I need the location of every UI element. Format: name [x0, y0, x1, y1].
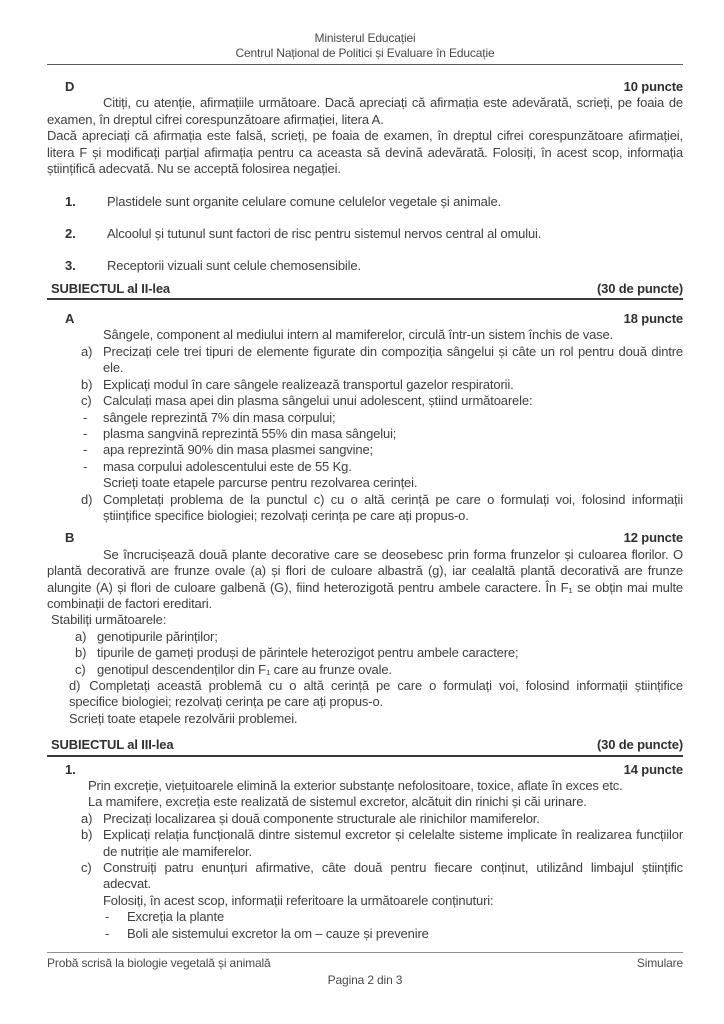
- statement-3-number: 3.: [65, 258, 76, 274]
- section-1-intro-line-2: La mamifere, excreția este realizată de sistemul excretor, alcătuit din rinichi și căi urinare.: [88, 794, 587, 810]
- footer-exam-type: Simulare: [636, 956, 683, 970]
- section-1-item-c-marker: c): [81, 860, 92, 876]
- statement-1-text: Plastidele sunt organite celulare comune celulelor vegetale și animale.: [107, 194, 502, 210]
- section-a-intro: Sângele, component al mediului intern al mamiferelor, circulă într-un sistem închis de vase.: [103, 327, 614, 343]
- subject-3-points: (30 de puncte): [596, 737, 683, 753]
- subject-2-points: (30 de puncte): [596, 280, 683, 296]
- section-1-label: 1.: [65, 761, 76, 777]
- subject-3-title: SUBIECTUL al III-lea: [51, 737, 174, 753]
- footer-exam-name: Probă scrisă la biologie vegetală și animală: [47, 956, 271, 970]
- section-b-item-d-text: Completați această problemă cu o altă cerință pe care o formulați voi, folosind informații științifice specifice biologiei; rezolvați cerința pe care ați propus-o.: [69, 678, 683, 710]
- section-a-dash-2-text: plasma sangvină reprezintă 55% din masa sângelui;: [103, 425, 397, 441]
- statement-1-number: 1.: [65, 194, 76, 210]
- section-a-item-b: [47, 377, 683, 393]
- section-a-dash-1: [47, 410, 683, 426]
- section-a-item-d: [47, 492, 683, 525]
- section-a-dash-3-text: apa reprezintă 90% din masa plasmei sangvine;: [103, 442, 374, 458]
- dash-bullet: -: [83, 409, 88, 425]
- section-d-header: [47, 79, 683, 95]
- subject-2-heading: [47, 281, 683, 300]
- dash-bullet: -: [83, 442, 88, 458]
- section-1-item-c-text: Construiți patru enunțuri afirmative, câte două pentru fiecare conținut, utilizând limbajul științific adecvat.: [103, 860, 683, 892]
- document-header: [47, 0, 683, 61]
- section-1-item-b: [47, 827, 683, 860]
- section-1-item-c: [47, 860, 683, 893]
- section-1-item-a: [47, 811, 683, 827]
- section-a-header: [47, 311, 683, 327]
- section-b-intro: Se încrucișează două plante decorative care se deosebesc prin forma frunzelor și culoarea florilor. O plantă decorativă are frunze ovale (a) și flori de culoare albastră (g), iar cealaltă plantă decorativă are frunze alungite (A) și flori de culoare galbenă (G), fiind heterozigotă pentru ambele caractere. În F₁ se obțin mai multe combinații de factori ereditari.: [47, 546, 683, 611]
- section-b-item-b-text: tipurile de gameți produși de părintele heterozigot pentru ambele caractere;: [97, 645, 519, 661]
- dash-bullet: -: [105, 909, 110, 925]
- section-a-item-c-text: Calculați masa apei din plasma sângelui unui adolescent, știind următoarele:: [103, 393, 533, 409]
- statement-1: [47, 194, 683, 210]
- section-b-item-b: [47, 645, 683, 661]
- section-b-item-a-marker: a): [75, 628, 87, 644]
- section-b-header: [47, 530, 683, 546]
- section-b-item-c: [47, 662, 683, 678]
- section-a-item-d-marker: d): [81, 491, 93, 507]
- page-footer: [47, 952, 683, 988]
- section-d-points: 10 puncte: [623, 79, 683, 94]
- section-1-item-b-text: Explicați relația funcțională dintre sistemul excretor și celelalte sisteme implicate în realizarea funcțiilor de nutriție ale mamiferelor.: [103, 827, 683, 859]
- section-a-points: 18 puncte: [623, 311, 683, 327]
- section-b-item-b-marker: b): [75, 645, 87, 661]
- section-b-points: 12 puncte: [623, 530, 683, 546]
- section-1-folositi: Folosiți, în acest scop, informații referitoare la următoarele conținuturi:: [103, 892, 494, 908]
- section-a-item-d-text: Completați problema de la punctul c) cu o altă cerință pe care o formulați voi, folosind informații științifice specifice biologiei; rezolvați cerința pe care ați propus-o.: [103, 491, 683, 523]
- subject-2-title: SUBIECTUL al II-lea: [51, 280, 170, 296]
- dash-bullet: -: [105, 925, 110, 941]
- section-1-dash-2: [47, 926, 683, 942]
- footer-page-number: Pagina 2 din 3: [327, 973, 403, 987]
- section-b-stabiliti: Stabiliți următoarele:: [51, 612, 167, 628]
- section-b-label: B: [65, 530, 75, 546]
- section-a-item-c: [47, 393, 683, 409]
- section-a-item-a-text: Precizați cele trei tipuri de elemente figurate din compoziția sângelui și câte un rol pentru două dintre ele.: [103, 343, 683, 376]
- section-1-item-b-marker: b): [81, 827, 93, 843]
- section-a-item-b-text: Explicați modul în care sângele realizează transportul gazelor respiratorii.: [103, 376, 514, 392]
- subject-3-heading: [47, 737, 683, 756]
- section-d-instructions-2: Dacă apreciați că afirmația este falsă, scrieți, pe foaia de examen, în dreptul cifrei corespunzătoare afirmației, litera F și modificați parțial afirmația pentru ca aceasta să devină adevărată. Folosiți, în acest scop, informația științifică adecvată. Nu se acceptă folosirea negației.: [47, 128, 683, 177]
- section-1-header: [47, 762, 683, 778]
- section-b-item-a: [47, 629, 683, 645]
- section-1-dash-2-text: Boli ale sistemului excretor la om – cauze și prevenire: [127, 925, 429, 941]
- section-d-label: D: [65, 79, 75, 94]
- ministry-title: Ministerul Educației: [314, 31, 416, 45]
- section-a-item-c-marker: c): [81, 393, 92, 409]
- center-title: Centrul Național de Politici și Evaluare în Educație: [235, 46, 495, 60]
- section-a-item-a: [47, 344, 683, 377]
- statement-2-number: 2.: [65, 225, 76, 241]
- section-d-instructions-1: Citiți, cu atenție, afirmațiile următoare. Dacă apreciați că afirmația este adevărată, scrieți, pe foaia de examen, în dreptul cifrei corespunzătoare afirmației, litera A.: [47, 95, 683, 127]
- section-1-dash-1-text: Excreția la plante: [127, 909, 225, 925]
- section-a-dash-4: [47, 459, 683, 475]
- statement-2-text: Alcoolul și tutunul sunt factori de risc pentru sistemul nervos central al omului.: [107, 225, 542, 241]
- section-b-item-c-marker: c): [75, 661, 86, 677]
- section-b-item-d-marker: d): [69, 678, 81, 693]
- statement-3: [47, 258, 683, 274]
- section-a-item-a-marker: a): [81, 343, 93, 359]
- section-a-note: Scrieți toate etapele parcurse pentru rezolvarea cerinței.: [103, 475, 418, 491]
- section-a-item-b-marker: b): [81, 376, 93, 392]
- section-b-item-a-text: genotipurile părinților;: [97, 628, 218, 644]
- section-b-item-d: [47, 678, 683, 711]
- statement-3-text: Receptorii vizuali sunt celule chemosensibile.: [107, 258, 361, 274]
- section-b-item-c-text: genotipul descendenților din F₁ care au frunze ovale.: [97, 661, 392, 677]
- section-1-item-a-text: Precizați localizarea și două componente structurale ale rinichilor mamiferelor.: [103, 810, 540, 826]
- section-1-intro-line-1: Prin excreție, viețuitoarele elimină la exterior substanțe nefolositoare, toxice, aflate în exces etc.: [88, 778, 623, 794]
- section-1-dash-1: [47, 909, 683, 925]
- section-a-dash-1-text: sângele reprezintă 7% din masa corpului;: [103, 409, 336, 425]
- section-a-label: A: [65, 311, 75, 327]
- section-a-dash-2: [47, 426, 683, 442]
- section-b-note: Scrieți toate etapele rezolvării problemei.: [69, 710, 298, 726]
- dash-bullet: -: [83, 425, 88, 441]
- section-a-dash-3: [47, 442, 683, 458]
- dash-bullet: -: [83, 458, 88, 474]
- section-1-item-a-marker: a): [81, 810, 93, 826]
- section-a-dash-4-text: masa corpului adolescentului este de 55 Kg.: [103, 458, 352, 474]
- header-divider: [47, 64, 683, 65]
- section-1-points: 14 puncte: [623, 761, 683, 777]
- footer-row: [47, 956, 683, 971]
- statement-2: [47, 226, 683, 242]
